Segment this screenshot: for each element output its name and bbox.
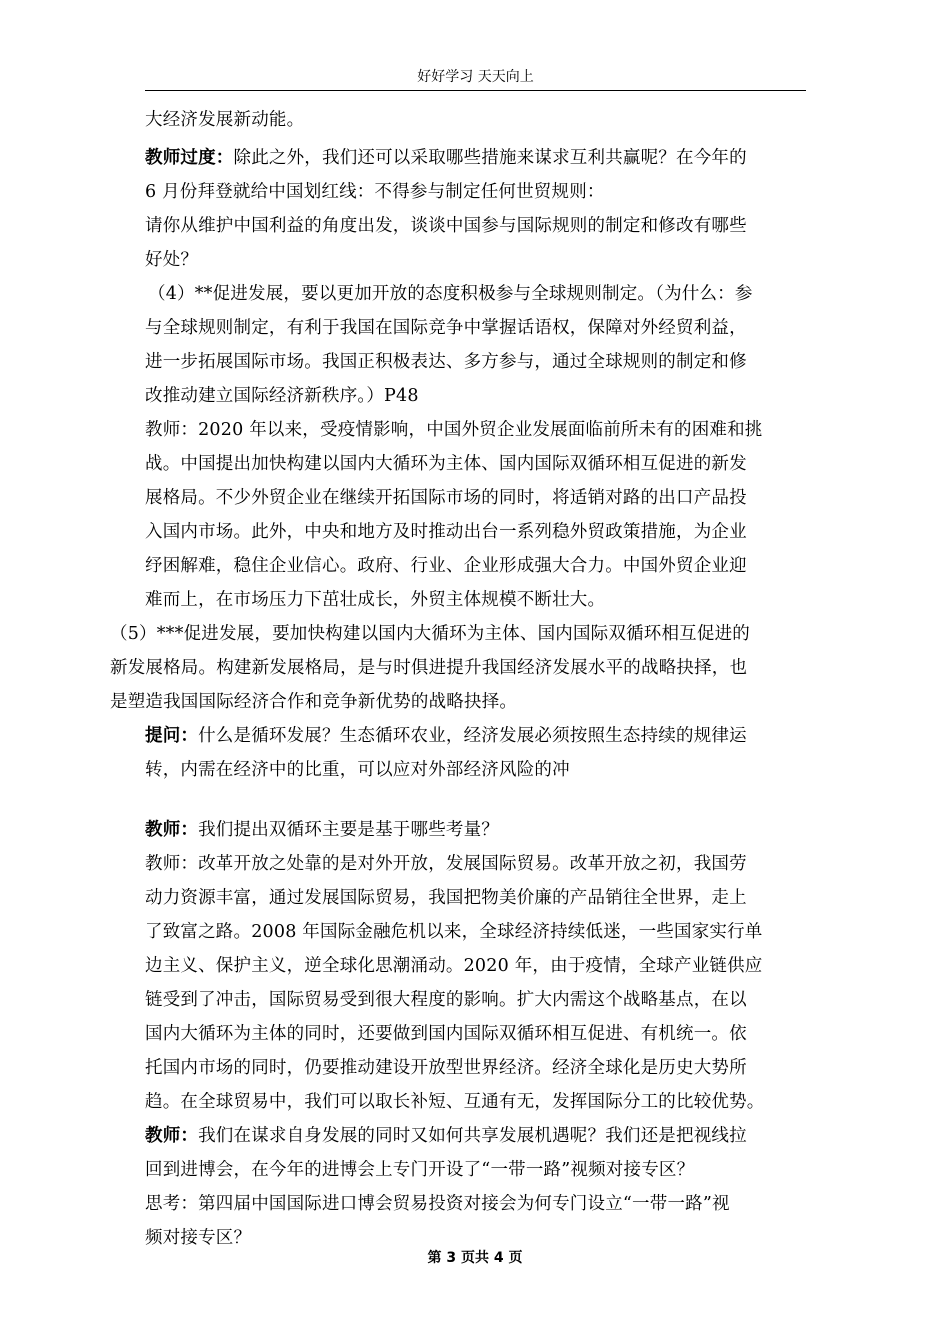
paragraph-line: 6 月份拜登就给中国划红线：不得参与制定任何世贸规则：: [145, 182, 605, 202]
paragraph-line: 教师：我们在谋求自身发展的同时又如何共享发展机遇呢？我们还是把视线拉: [145, 1126, 747, 1146]
paragraph-line: 大经济发展新动能。: [145, 110, 305, 130]
paragraph-line: 思考：第四届中国国际进口博会贸易投资对接会为何专门设立“一带一路”视: [145, 1194, 730, 1214]
paragraph-line: （4）**促进发展，要以更加开放的态度积极参与全球规则制定。（为什么：参: [148, 284, 753, 304]
paragraph-line: 教师：2020 年以来，受疫情影响，中国外贸企业发展面临前所未有的困难和挑: [145, 420, 763, 440]
paragraph-line: 展格局。不少外贸企业在继续开拓国际市场的同时，将适销对路的出口产品投: [145, 488, 747, 508]
paragraph-line: 频对接专区？: [145, 1228, 252, 1248]
paragraph-line: 改推动建立国际经济新秩序。）P48: [145, 386, 419, 406]
paragraph-line: 链受到了冲击，国际贸易受到很大程度的影响。扩大内需这个战略基点，在以: [145, 990, 747, 1010]
page-footer: [0, 1247, 950, 1267]
paragraph-line: 战。中国提出加快构建以国内大循环为主体、国内国际双循环相互促进的新发: [145, 454, 747, 474]
paragraph-line: 教师过度：除此之外，我们还可以采取哪些措施来谋求互利共赢呢？在今年的: [145, 148, 747, 168]
paragraph-line: 入国内市场。此外，中央和地方及时推动出台一系列稳外贸政策措施，为企业: [145, 522, 747, 542]
paragraph-line: （5）***促进发展，要加快构建以国内大循环为主体、国内国际双循环相互促进的: [110, 624, 750, 644]
paragraph-line: 边主义、保护主义，逆全球化思潮涌动。2020 年，由于疫情，全球产业链供应: [145, 956, 763, 976]
paragraph-line: 教师：改革开放之处靠的是对外开放，发展国际贸易。改革开放之初，我国劳: [145, 854, 747, 874]
page-header: [145, 66, 806, 91]
paragraph-line: 托国内市场的同时，仍要推动建设开放型世界经济。经济全球化是历史大势所: [145, 1058, 747, 1078]
paragraph-line: 趋。在全球贸易中，我们可以取长补短、互通有无，发挥国际分工的比较优势。: [145, 1092, 765, 1112]
page-number: 第 3 页共 4 页: [427, 1250, 523, 1266]
paragraph-line: 是塑造我国国际经济合作和竞争新优势的战略抉择。: [110, 692, 518, 712]
header-text: 好好学习 天天向上: [417, 69, 534, 85]
paragraph-line: 动力资源丰富，通过发展国际贸易，我国把物美价廉的产品销往全世界，走上: [145, 888, 747, 908]
paragraph-line: 转，内需在经济中的比重，可以应对外部经济风险的冲: [145, 760, 570, 780]
paragraph-line: 提问：什么是循环发展？生态循环农业，经济发展必须按照生态持续的规律运: [145, 726, 747, 746]
paragraph-line: 教师：我们提出双循环主要是基于哪些考量？: [145, 820, 500, 840]
paragraph-line: 回到进博会，在今年的进博会上专门开设了“一带一路”视频对接专区？: [145, 1160, 695, 1180]
paragraph-line: 难而上，在市场压力下茁壮成长，外贸主体规模不断壮大。: [145, 590, 606, 610]
paragraph-line: 新发展格局。构建新发展格局，是与时俱进提升我国经济发展水平的战略抉择，也: [110, 658, 748, 678]
paragraph-line: 请你从维护中国利益的角度出发，谈谈中国参与国际规则的制定和修改有哪些: [145, 216, 747, 236]
paragraph-line: 进一步拓展国际市场。我国正积极表达、多方参与，通过全球规则的制定和修: [145, 352, 747, 372]
paragraph-line: 与全球规则制定，有利于我国在国际竞争中掌握话语权，保障对外经贸利益，: [145, 318, 747, 338]
paragraph-line: 好处？: [145, 250, 199, 270]
paragraph-line: 了致富之路。2008 年国际金融危机以来，全球经济持续低迷，一些国家实行单: [145, 922, 763, 942]
paragraph-line: 纾困解难，稳住企业信心。政府、行业、企业形成强大合力。中国外贸企业迎: [145, 556, 747, 576]
paragraph-line: 国内大循环为主体的同时，还要做到国内国际双循环相互促进、有机统一。依: [145, 1024, 747, 1044]
